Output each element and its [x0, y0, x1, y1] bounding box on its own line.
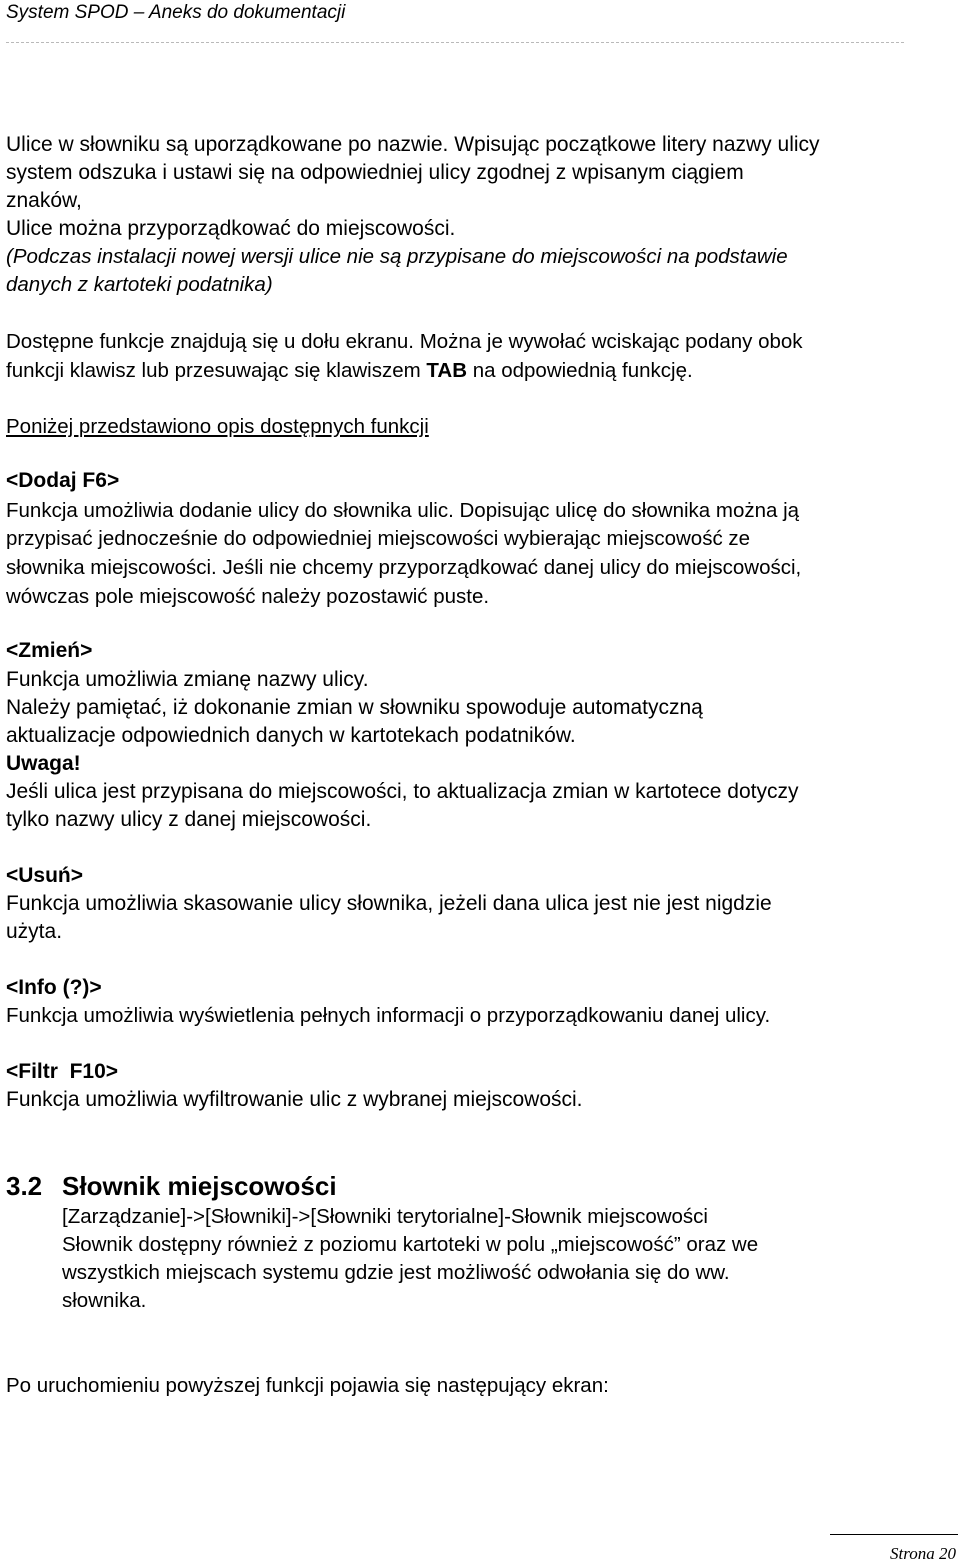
filter-function-title: <Filtr F10> — [6, 1060, 119, 1083]
delete-function-line: użyta. — [6, 920, 63, 943]
functions-heading: Poniżej przedstawiono opis dostępnych funkcji — [6, 415, 429, 438]
edit-function-title: <Zmień> — [6, 639, 93, 662]
section-line: [Zarządzanie]->[Słowniki]->[Słowniki terytorialne]-Słownik miejscowości — [62, 1205, 708, 1228]
section-number: 3.2 — [6, 1171, 43, 1201]
warning-label: Uwaga! — [6, 752, 81, 775]
header-divider — [6, 42, 904, 43]
functions-intro-text: Dostępne funkcje znajdują się u dołu ekranu. — [6, 330, 414, 353]
intro-line: Ulice w słowniku są uporządkowane po nazwie. Wpisując początkowe litery nazwy ulicy — [6, 133, 820, 156]
functions-intro-text: na odpowiednią funkcję. — [467, 359, 693, 382]
functions-intro-line — [6, 357, 693, 385]
edit-function-line: Należy pamiętać, iż dokonanie zmian w słowniku spowoduje automatyczną — [6, 696, 703, 719]
functions-intro-text: funkcji klawisz lub przesuwając się klawiszem — [6, 359, 427, 382]
document-header-title: System SPOD – Aneks do dokumentacji — [6, 2, 346, 23]
add-function-title: <Dodaj F6> — [6, 469, 120, 492]
intro-line: znaków, — [6, 189, 82, 212]
info-function-title: <Info (?)> — [6, 976, 102, 999]
delete-function-line: Funkcja umożliwia skasowanie ulicy słownika, jeżeli dana ulica jest nie jest nigdzie — [6, 892, 772, 915]
section-title: Słownik miejscowości — [62, 1171, 337, 1201]
section-line: słownika. — [62, 1289, 147, 1312]
add-function-line: słownika miejscowości. Jeśli nie chcemy przyporządkować danej ulicy do miejscowości, — [6, 556, 802, 579]
functions-intro-line — [6, 328, 803, 356]
intro-line: system odszuka i ustawi się na odpowiedniej ulicy zgodnej z wpisanym ciągiem — [6, 161, 744, 184]
info-function-line: Funkcja umożliwia wyświetlenia pełnych informacji o przyporządkowaniu danej ulicy. — [6, 1004, 771, 1027]
page-number: Strona 20 — [890, 1544, 956, 1563]
add-function-line: przypisać jednocześnie do odpowiedniej miejscowości wybierając miejscowość ze — [6, 527, 751, 550]
delete-function-title: <Usuń> — [6, 864, 84, 887]
edit-function-line: Funkcja umożliwia zmianę nazwy ulicy. — [6, 668, 369, 691]
functions-intro-text: Można je wywołać wciskając podany obok — [414, 330, 803, 353]
outro-line: Po uruchomieniu powyższej funkcji pojawia się następujący ekran: — [6, 1374, 609, 1397]
warning-line: Jeśli ulica jest przypisana do miejscowości, to aktualizacja zmian w kartotece dotyczy — [6, 780, 799, 803]
filter-function-line: Funkcja umożliwia wyfiltrowanie ulic z wybranej miejscowości. — [6, 1088, 583, 1111]
install-note-line: danych z kartoteki podatnika) — [6, 273, 273, 296]
intro-line: Ulice można przyporządkować do miejscowości. — [6, 217, 456, 240]
install-note-line: (Podczas instalacji nowej wersji ulice nie są przypisane do miejscowości na podstawie — [6, 245, 788, 268]
section-line: wszystkich miejscach systemu gdzie jest możliwość odwołania się do ww. — [62, 1261, 730, 1284]
section-line: Słownik dostępny również z poziomu kartoteki w polu „miejscowość” oraz we — [62, 1233, 759, 1256]
tab-key-label: TAB — [426, 359, 468, 382]
add-function-line: wówczas pole miejscowość należy pozostawić puste. — [6, 585, 490, 608]
warning-line: tylko nazwy ulicy z danej miejscowości. — [6, 808, 372, 831]
edit-function-line: aktualizacje odpowiednich danych w kartotekach podatników. — [6, 724, 576, 747]
add-function-line: Funkcja umożliwia dodanie ulicy do słownika ulic. Dopisując ulicę do słownika można ją — [6, 499, 800, 522]
footer-divider — [830, 1534, 958, 1535]
